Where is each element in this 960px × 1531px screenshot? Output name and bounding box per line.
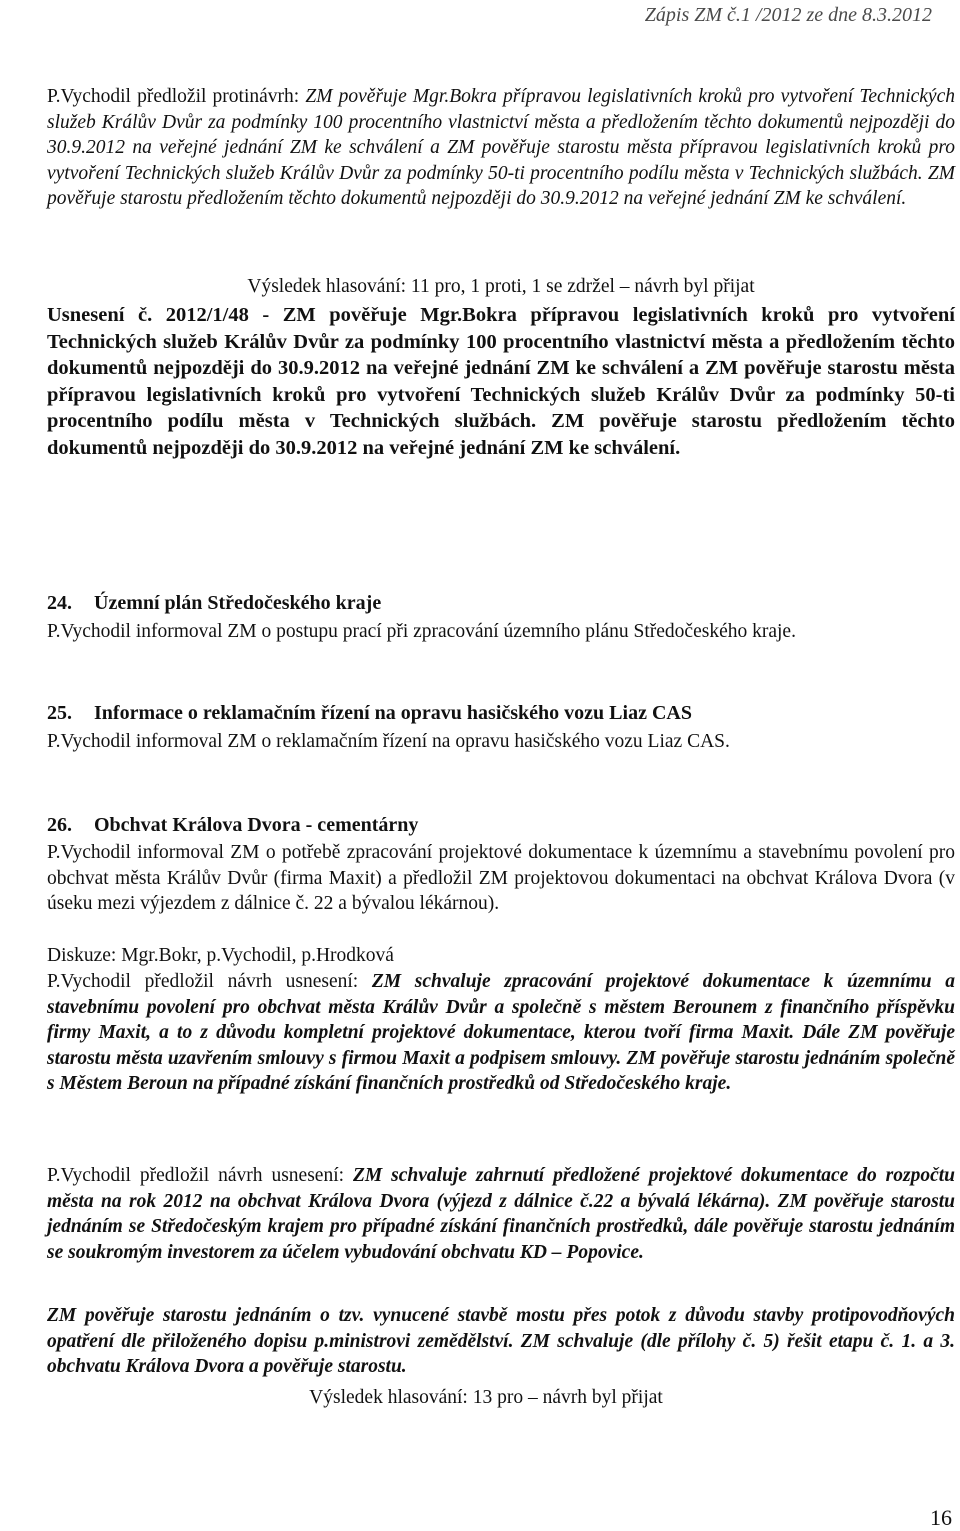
proposal-2-intro: P.Vychodil předložil návrh usnesení: bbox=[47, 1165, 353, 1186]
vote-result-1: Výsledek hlasování: 11 pro, 1 proti, 1 se zdržel – návrh byl přijat bbox=[247, 276, 755, 297]
resolution-48: Usnesení č. 2012/1/48 - ZM pověřuje Mgr.Bokra přípravou legislativních kroků pro vytvoření Technických služeb Králův Dvůr za podmínky 100 procentního vlastnictví města a předložením těchto dokumentů nejpozději do 30.9.2012 na veřejné jednání ZM ke schválení a ZM pověřuje starostu města přípravou legislativních kroků pro vytvoření Technických služeb Králův Dvůr za podmínky 50-ti procentního podílu města v Technických službách. ZM pověřuje starostu předložením těchto dokumentů nejpozději do 30.9.2012 na veřejné jednání ZM ke schválení. bbox=[47, 304, 955, 459]
item-25-number: 25. bbox=[47, 702, 72, 724]
item-24-title: Územní plán Středočeského kraje bbox=[94, 592, 382, 614]
item-26-heading bbox=[47, 814, 955, 837]
page-header: Zápis ZM č.1 /2012 ze dne 8.3.2012 bbox=[644, 4, 932, 26]
proposal-1-intro: P.Vychodil předložil návrh usnesení: bbox=[47, 971, 372, 992]
proposal-1-text: ZM schvaluje zpracování projektové dokumentace k územnímu a stavebnímu povolení pro obchvat města Králův Dvůr a společně s městem Berounem z finančního příspěvku firmy Maxit, a to z důvodu kompletní projektové dokumentace, kterou tvoří firma Maxit. Dále ZM pověřuje starostu města uzavřením smlouvy s firmou Maxit a podpisem smlouvy. ZM pověřuje starostu jednáním společně s Městem Beroun na případné získání finančních prostředků od Středočeského kraje. bbox=[47, 971, 955, 1094]
item-26-number: 26. bbox=[47, 814, 72, 836]
item-25-text: P.Vychodil informoval ZM o reklamačním řízení na opravu hasičského vozu Liaz CAS. bbox=[47, 731, 730, 752]
item-25-heading bbox=[47, 702, 955, 725]
protinavrh-intro: P.Vychodil předložil protinávrh: bbox=[47, 86, 306, 107]
vote-result-2: Výsledek hlasování: 13 pro – návrh byl přijat bbox=[309, 1387, 663, 1408]
item-24-number: 24. bbox=[47, 592, 72, 614]
item-26-proposal-3: ZM pověřuje starostu jednáním o tzv. vynucené stavbě mostu přes potok z důvodu stavby protipovodňových opatření dle přiloženého dopisu p.ministrovi zemědělství. ZM schvaluje (dle přílohy č. 5) řešit etapu č. 1. a 3. obchvatu Králova Dvora a pověřuje starostu. bbox=[47, 1305, 955, 1377]
item-26-text: P.Vychodil informoval ZM o potřebě zpracování projektové dokumentace k územnímu a stavebnímu povolení pro obchvat města Králův Dvůr (firma Maxit) a předložil ZM projektovou dokumentaci na obchvat Králova Dvora (v úseku mezi výjezdem z dálnice č. 22 a bývalou lékárnou). bbox=[47, 842, 955, 914]
proposal-2-text: ZM schvaluje zahrnutí předložené projektové dokumentace do rozpočtu města na rok 2012 na obchvat Králova Dvora (výjezd z dálnice č.22 a bývalá lékárna). ZM pověřuje starostu jednáním se Středočeským krajem pro případné získání finančních prostředků, dále pověřuje starostu jednáním se soukromým investorem za účelem vybudování obchvatu KD – Popovice. bbox=[47, 1165, 956, 1263]
protinavrh-text: ZM pověřuje Mgr.Bokra přípravou legislativních kroků pro vytvoření Technických služeb Králův Dvůr za podmínky 100 procentního vlastnictví města a předložením těchto dokumentů nejpozději do 30.9.2012 na veřejné jednání ZM ke schválení a ZM pověřuje starostu města přípravou legislativních kroků pro vytvoření Technických služeb Králův Dvůr za podmínky 50-ti procentního podílu města v Technických službách. ZM pověřuje starostu předložením těchto dokumentů nejpozději do 30.9.2012 na veřejné jednání ZM ke schválení. bbox=[47, 86, 955, 209]
item-26-title: Obchvat Králova Dvora - cementárny bbox=[94, 814, 419, 836]
item-26-proposal-2 bbox=[47, 1163, 955, 1265]
item-26-discussion: Diskuze: Mgr.Bokr, p.Vychodil, p.Hrodková bbox=[47, 945, 394, 966]
item-25-title: Informace o reklamačním řízení na opravu hasičského vozu Liaz CAS bbox=[94, 702, 692, 724]
item-24-text: P.Vychodil informoval ZM o postupu prací při zpracování územního plánu Středočeského kraje. bbox=[47, 621, 796, 642]
item-26-proposal-1 bbox=[47, 969, 955, 1097]
item-24-heading bbox=[47, 592, 955, 615]
page-number: 16 bbox=[930, 1505, 952, 1530]
protinavrh-paragraph bbox=[47, 84, 955, 212]
